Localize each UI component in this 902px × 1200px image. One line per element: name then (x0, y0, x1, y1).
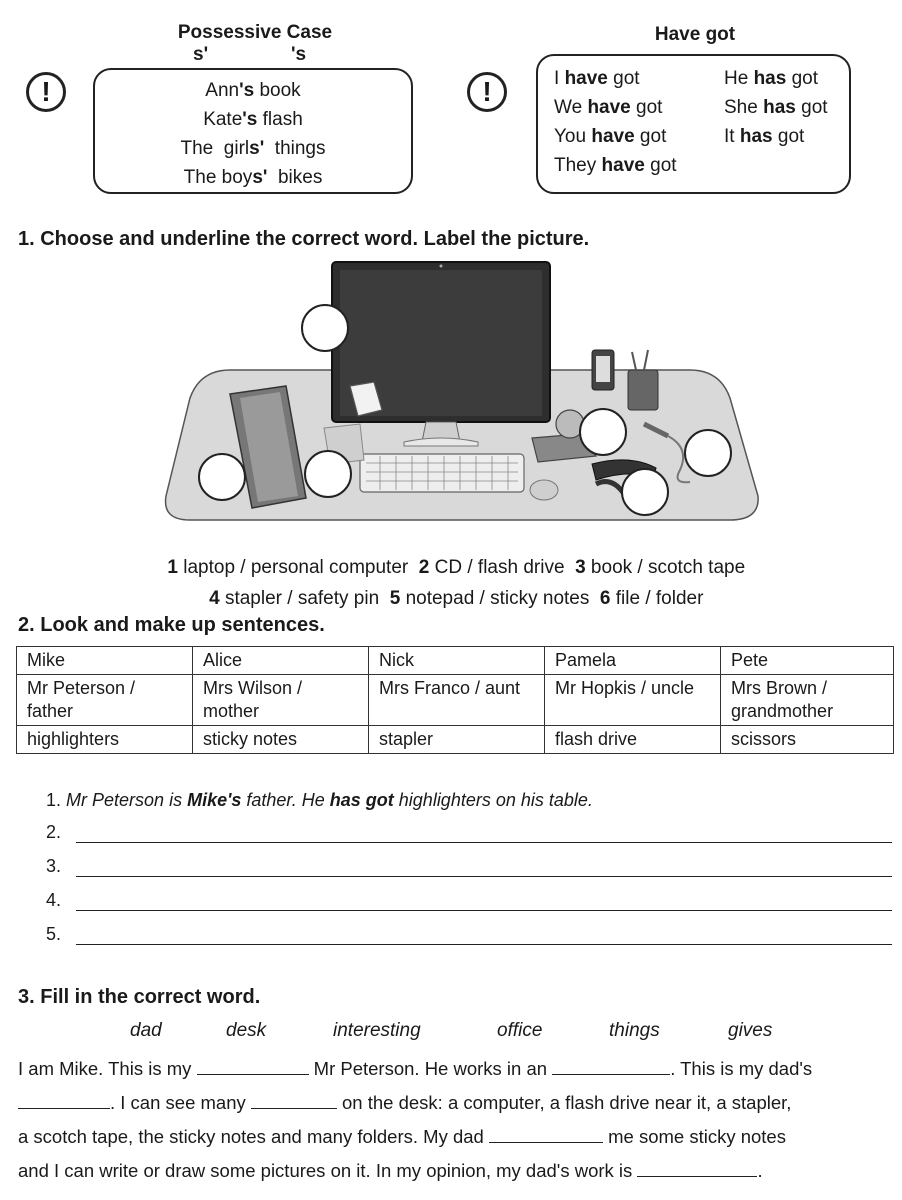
have-got-left-column (554, 64, 677, 180)
possessive-example: Ann's book (205, 80, 301, 101)
table-cell: Mrs Brown / grandmother (721, 675, 894, 726)
label-circle[interactable] (579, 408, 627, 456)
answer-line[interactable] (76, 910, 892, 911)
table-cell: highlighters (17, 726, 193, 754)
table-cell: scissors (721, 726, 894, 754)
table-cell: Mr Hopkis / uncle (545, 675, 721, 726)
label-circle[interactable] (684, 429, 732, 477)
exercise-2-heading: 2. Look and make up sentences. (18, 614, 325, 636)
possessive-suffix-singular: 's (291, 44, 307, 65)
exercise-3-heading: 3. Fill in the correct word. (18, 986, 261, 1008)
have-got-line: I have got (554, 68, 640, 89)
table-cell: Mr Peterson / father (17, 675, 193, 726)
word-bank (0, 1020, 902, 1046)
answer-number: 4. (46, 890, 62, 910)
possessive-example: The girls' things (180, 138, 326, 159)
table-row (17, 647, 894, 675)
gap-blank[interactable] (251, 1091, 337, 1109)
gap-blank[interactable] (552, 1057, 670, 1075)
table-cell: Pete (721, 647, 894, 675)
word-bank-item: things (609, 1020, 660, 1041)
have-got-line: It has got (724, 126, 805, 147)
exercise-1-heading: 1. Choose and underline the correct word. Label the picture. (18, 228, 590, 250)
paragraph-line: I am Mike. This is my Mr Peterson. He works in an . This is my dad's (18, 1058, 813, 1079)
have-got-line: They have got (554, 155, 677, 176)
have-got-line: She has got (724, 97, 828, 118)
have-got-line: He has got (724, 68, 819, 89)
have-got-box (536, 54, 851, 194)
have-got-line: We have got (554, 97, 663, 118)
gap-blank[interactable] (637, 1159, 757, 1177)
paragraph-line: and I can write or draw some pictures on it. In my opinion, my dad's work is . (18, 1160, 763, 1181)
gap-blank[interactable] (489, 1125, 603, 1143)
possessive-example: The boys' bikes (183, 167, 323, 188)
table-cell: Mrs Wilson / mother (193, 675, 369, 726)
label-circle[interactable] (304, 450, 352, 498)
table-cell: flash drive (545, 726, 721, 754)
table-row (17, 726, 894, 754)
word-options-row-1: 1 laptop / personal computer 2 CD / flash drive 3 book / scotch tape (167, 557, 746, 578)
table-cell: Nick (369, 647, 545, 675)
label-circle[interactable] (301, 304, 349, 352)
answer-number: 2. (46, 822, 62, 842)
table-cell: sticky notes (193, 726, 369, 754)
paragraph-line: a scotch tape, the sticky notes and many folders. My dad me some sticky notes (18, 1126, 786, 1147)
gap-fill-paragraph (18, 1052, 812, 1188)
table-cell: stapler (369, 726, 545, 754)
label-circle[interactable] (198, 453, 246, 501)
family-table (16, 646, 894, 754)
table-cell: Pamela (545, 647, 721, 675)
table-row (17, 675, 894, 726)
table-cell: Mike (17, 647, 193, 675)
answer-number: 5. (46, 924, 62, 944)
table-cell: Mrs Franco / aunt (369, 675, 545, 726)
have-got-line: You have got (554, 126, 667, 147)
exclamation-icon: ! (26, 72, 66, 112)
paragraph-line: . I can see many on the desk: a computer, a flash drive near it, a stapler, (18, 1086, 812, 1120)
possessive-suffix-plural: s' (193, 44, 209, 65)
desk-illustration (160, 258, 760, 530)
answer-line[interactable] (76, 876, 892, 877)
answer-line[interactable] (76, 944, 892, 945)
table-cell: Alice (193, 647, 369, 675)
word-bank-item: desk (226, 1020, 267, 1041)
word-bank-item: office (497, 1020, 543, 1041)
possessive-title: Possessive Case (177, 22, 333, 43)
have-got-title: Have got (654, 24, 736, 45)
answer-line[interactable] (76, 842, 892, 843)
possessive-example: Kate's flash (203, 109, 303, 130)
word-bank-item: interesting (333, 1020, 421, 1041)
example-sentence: 1. Mr Peterson is Mike's father. He has got highlighters on his table. (46, 790, 593, 810)
gap-blank[interactable] (197, 1057, 309, 1075)
word-options-row-2: 4 stapler / safety pin 5 notepad / sticky notes 6 file / folder (209, 588, 704, 609)
label-circle[interactable] (621, 468, 669, 516)
possessive-box (93, 68, 413, 194)
gap-blank[interactable] (18, 1091, 110, 1109)
exclamation-icon: ! (467, 72, 507, 112)
answer-number: 3. (46, 856, 62, 876)
have-got-right-column (724, 64, 828, 151)
word-bank-item: dad (130, 1020, 162, 1041)
word-bank-item: gives (728, 1020, 773, 1041)
